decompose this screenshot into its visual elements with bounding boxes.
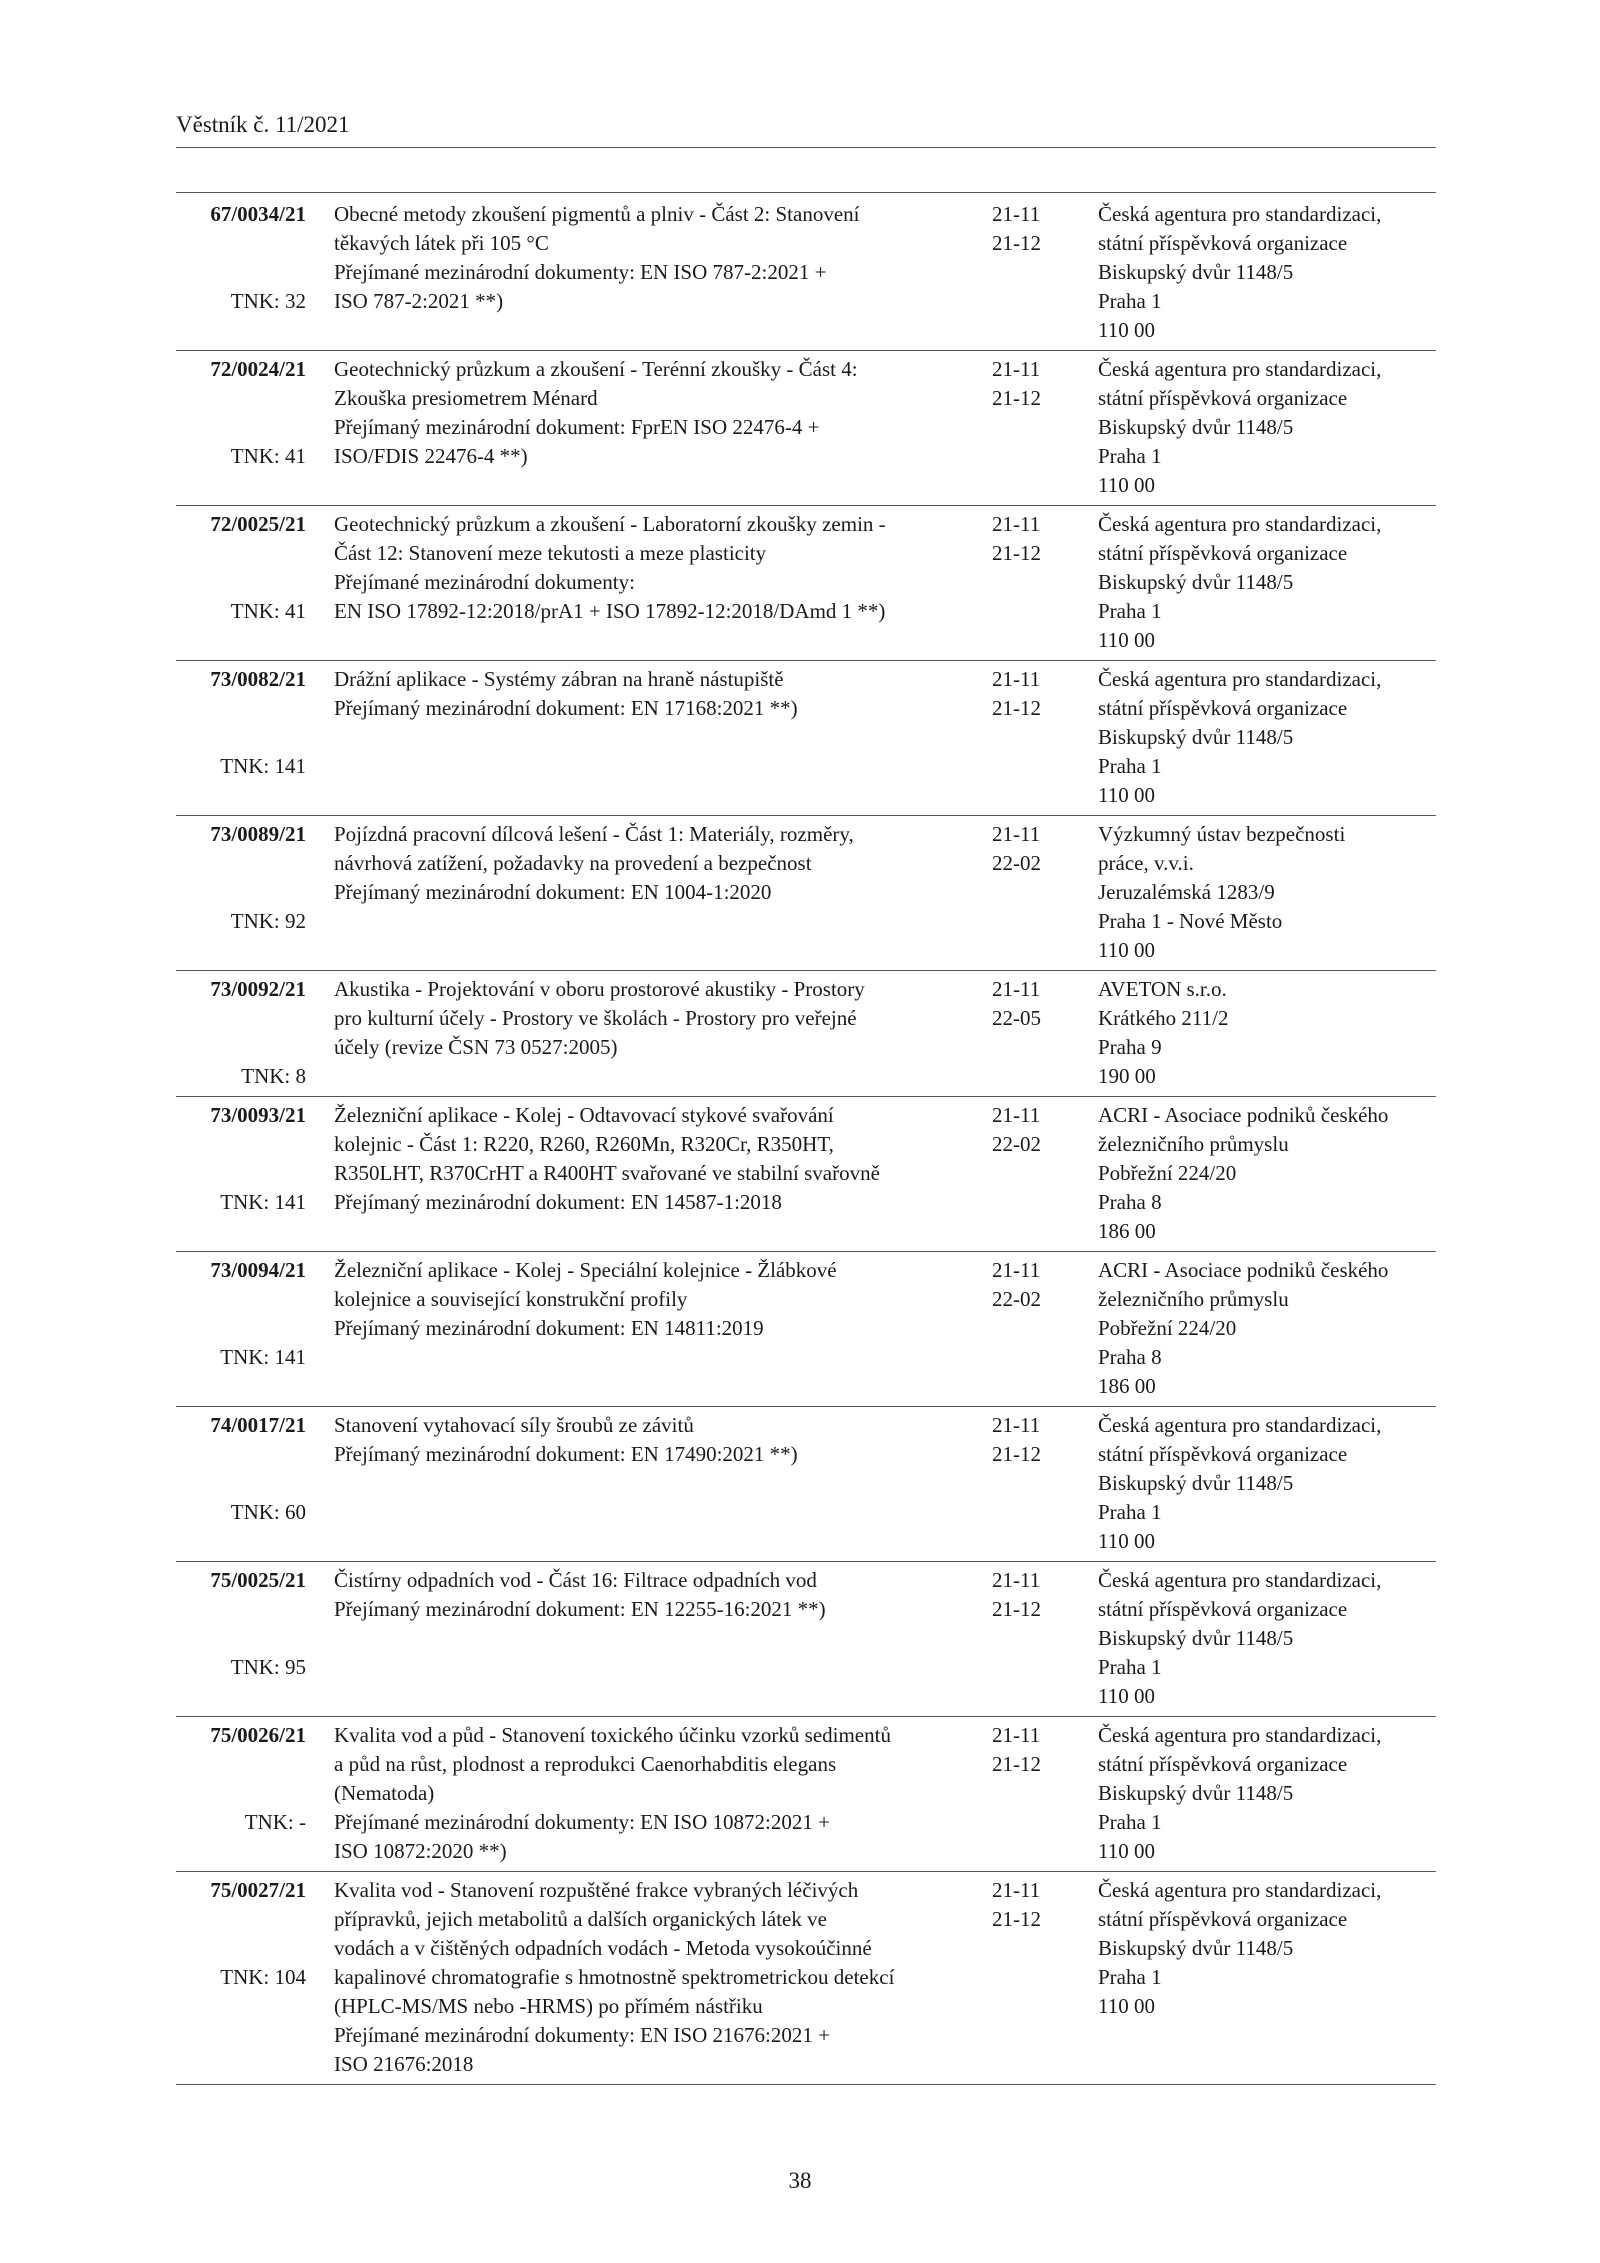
address-line: 110 00 (1098, 783, 1155, 807)
table-row (176, 971, 1436, 1097)
header-rule (176, 147, 1436, 148)
date-line: 21-11 (992, 202, 1041, 226)
address-line: 110 00 (1098, 1994, 1155, 2018)
description-line: Přejímaný mezinárodní dokument: EN 1004-1:2020 (334, 880, 772, 904)
address-line: státní příspěvková organizace (1098, 1597, 1348, 1621)
row-id-cell (176, 1876, 306, 2079)
address-line: 110 00 (1098, 473, 1155, 497)
table-row (176, 1407, 1436, 1562)
description-line: Přejímaný mezinárodní dokument: EN 12255-16:2021 **) (334, 1597, 826, 1621)
description-line: Přejímaný mezinárodní dokument: EN 17490:2021 **) (334, 1442, 798, 1466)
address-line: Praha 1 (1098, 1810, 1162, 1834)
standard-number: 74/0017/21 (210, 1413, 306, 1437)
address-line: státní příspěvková organizace (1098, 231, 1348, 255)
standards-table (176, 196, 1436, 2085)
description-line: těkavých látek při 105 °C (334, 231, 549, 255)
address-cell (1098, 510, 1443, 655)
standard-number: 75/0026/21 (210, 1723, 306, 1747)
row-id-cell (176, 510, 306, 655)
address-line: železničního průmyslu (1098, 1287, 1289, 1311)
address-line: Biskupský dvůr 1148/5 (1098, 570, 1294, 594)
description-line: Část 12: Stanovení meze tekutosti a meze plasticity (334, 541, 767, 565)
dates-cell (992, 1566, 1062, 1624)
description-line: Přejímané mezinárodní dokumenty: EN ISO 10872:2021 + (334, 1810, 830, 1834)
address-line: 110 00 (1098, 318, 1155, 342)
table-row (176, 1562, 1436, 1717)
description-line: Přejímaný mezinárodní dokument: EN 14811:2019 (334, 1316, 764, 1340)
description-cell (334, 665, 974, 723)
address-line: Praha 8 (1098, 1190, 1162, 1214)
tnk-label: TNK: 41 (230, 444, 306, 468)
address-line: Česká agentura pro standardizaci, (1098, 1878, 1382, 1902)
address-line: Praha 1 (1098, 289, 1162, 313)
dates-cell (992, 200, 1062, 258)
description-line: Kvalita vod - Stanovení rozpuštěné frakce vybraných léčivých (334, 1878, 859, 1902)
description-line: kolejnice a související konstrukční profily (334, 1287, 688, 1311)
date-line: 22-05 (992, 1006, 1041, 1030)
dates-cell (992, 665, 1062, 723)
address-cell (1098, 975, 1443, 1091)
address-line: státní příspěvková organizace (1098, 386, 1348, 410)
address-line: 110 00 (1098, 1529, 1155, 1553)
description-line: ISO/FDIS 22476-4 **) (334, 444, 528, 468)
description-line: návrhová zatížení, požadavky na provedení a bezpečnost (334, 851, 812, 875)
address-line: Krátkého 211/2 (1098, 1006, 1229, 1030)
description-line: Drážní aplikace - Systémy zábran na hraně nástupiště (334, 667, 784, 691)
description-cell (334, 1256, 974, 1343)
description-line: kolejnic - Část 1: R220, R260, R260Mn, R320Cr, R350HT, (334, 1132, 834, 1156)
description-line: Přejímané mezinárodní dokumenty: (334, 570, 635, 594)
address-line: státní příspěvková organizace (1098, 696, 1348, 720)
address-cell (1098, 665, 1443, 810)
address-line: Česká agentura pro standardizaci, (1098, 357, 1382, 381)
row-id-cell (176, 1566, 306, 1711)
row-id-cell (176, 355, 306, 500)
description-cell (334, 820, 974, 907)
table-row (176, 816, 1436, 971)
tnk-label: TNK: 32 (230, 289, 306, 313)
date-line: 21-11 (992, 1258, 1041, 1282)
tnk-label: TNK: 41 (230, 599, 306, 623)
date-line: 21-11 (992, 1103, 1041, 1127)
description-line: Akustika - Projektování v oboru prostorové akustiky - Prostory (334, 977, 865, 1001)
description-line: Přejímaný mezinárodní dokument: EN 14587-1:2018 (334, 1190, 782, 1214)
row-id-cell (176, 665, 306, 810)
description-line: R350LHT, R370CrHT a R400HT svařované ve stabilní svařovně (334, 1161, 880, 1185)
standard-number: 73/0092/21 (210, 977, 306, 1001)
date-line: 21-11 (992, 1878, 1041, 1902)
description-cell (334, 1721, 974, 1866)
description-line: a půd na růst, plodnost a reprodukci Caenorhabditis elegans (334, 1752, 837, 1776)
description-line: účely (revize ČSN 73 0527:2005) (334, 1035, 618, 1059)
description-cell (334, 1411, 974, 1469)
address-line: Česká agentura pro standardizaci, (1098, 667, 1382, 691)
date-line: 21-12 (992, 231, 1041, 255)
address-line: Biskupský dvůr 1148/5 (1098, 260, 1294, 284)
dates-cell (992, 1876, 1062, 1934)
table-row (176, 1872, 1436, 2085)
address-line: Praha 1 (1098, 754, 1162, 778)
description-line: Přejímané mezinárodní dokumenty: EN ISO 787-2:2021 + (334, 260, 827, 284)
description-line: Přejímané mezinárodní dokumenty: EN ISO 21676:2021 + (334, 2023, 830, 2047)
tnk-label: TNK: 141 (220, 1345, 306, 1369)
table-row (176, 351, 1436, 506)
date-line: 21-12 (992, 541, 1041, 565)
address-line: Biskupský dvůr 1148/5 (1098, 1781, 1294, 1805)
address-line: státní příspěvková organizace (1098, 1442, 1348, 1466)
address-line: Praha 1 (1098, 1500, 1162, 1524)
address-line: ACRI - Asociace podniků českého (1098, 1258, 1389, 1282)
description-cell (334, 355, 974, 471)
date-line: 21-11 (992, 667, 1041, 691)
standard-number: 75/0027/21 (210, 1878, 306, 1902)
tnk-label: TNK: 104 (220, 1965, 306, 1989)
tnk-label: TNK: 141 (220, 1190, 306, 1214)
table-row (176, 1252, 1436, 1407)
page-number: 38 (788, 2168, 812, 2193)
date-line: 21-12 (992, 1442, 1041, 1466)
tnk-label: TNK: 60 (230, 1500, 306, 1524)
address-line: Praha 1 (1098, 1965, 1162, 1989)
table-row (176, 196, 1436, 351)
row-id-cell (176, 1721, 306, 1866)
description-cell (334, 200, 974, 316)
description-line: Železniční aplikace - Kolej - Odtavovací stykové svařování (334, 1103, 834, 1127)
description-cell (334, 510, 974, 626)
standard-number: 73/0082/21 (210, 667, 306, 691)
tnk-label: TNK: - (244, 1810, 306, 1834)
address-line: Praha 1 (1098, 444, 1162, 468)
description-cell (334, 1876, 974, 2079)
tnk-label: TNK: 141 (220, 754, 306, 778)
date-line: 21-12 (992, 1752, 1041, 1776)
table-row (176, 661, 1436, 816)
address-line: Biskupský dvůr 1148/5 (1098, 1471, 1294, 1495)
description-line: Geotechnický průzkum a zkoušení - Laboratorní zkoušky zemin - (334, 512, 886, 536)
date-line: 21-11 (992, 1723, 1041, 1747)
address-line: Česká agentura pro standardizaci, (1098, 512, 1382, 536)
row-id-cell (176, 1256, 306, 1401)
address-cell (1098, 1876, 1443, 2021)
table-row (176, 1717, 1436, 1872)
date-line: 21-11 (992, 512, 1041, 536)
description-line: Přejímaný mezinárodní dokument: FprEN ISO 22476-4 + (334, 415, 820, 439)
address-line: Česká agentura pro standardizaci, (1098, 1413, 1382, 1437)
dates-cell (992, 355, 1062, 413)
description-line: pro kulturní účely - Prostory ve školách - Prostory pro veřejné (334, 1006, 857, 1030)
address-line: Česká agentura pro standardizaci, (1098, 202, 1382, 226)
address-line: Praha 1 (1098, 1655, 1162, 1679)
address-line: 110 00 (1098, 938, 1155, 962)
address-cell (1098, 355, 1443, 500)
description-line: Stanovení vytahovací síly šroubů ze závitů (334, 1413, 694, 1437)
table-top-rule (176, 192, 1436, 193)
address-line: Pobřežní 224/20 (1098, 1316, 1237, 1340)
date-line: 22-02 (992, 1287, 1041, 1311)
standard-number: 72/0025/21 (210, 512, 306, 536)
description-line: ISO 10872:2020 **) (334, 1839, 507, 1863)
address-line: Praha 1 - Nové Město (1098, 909, 1283, 933)
description-cell (334, 1566, 974, 1624)
description-line: vodách a v čištěných odpadních vodách - Metoda vysokoúčinné (334, 1936, 872, 1960)
address-line: Praha 9 (1098, 1035, 1162, 1059)
row-id-cell (176, 975, 306, 1091)
address-line: Pobřežní 224/20 (1098, 1161, 1237, 1185)
address-cell (1098, 1721, 1443, 1866)
date-line: 22-02 (992, 1132, 1041, 1156)
date-line: 21-11 (992, 822, 1041, 846)
address-line: Česká agentura pro standardizaci, (1098, 1723, 1382, 1747)
tnk-label: TNK: 8 (241, 1064, 306, 1088)
address-line: ACRI - Asociace podniků českého (1098, 1103, 1389, 1127)
description-line: ISO 787-2:2021 **) (334, 289, 504, 313)
description-line: Kvalita vod a půd - Stanovení toxického účinku vzorků sedimentů (334, 1723, 891, 1747)
date-line: 21-11 (992, 977, 1041, 1001)
address-line: státní příspěvková organizace (1098, 541, 1348, 565)
page-header: Věstník č. 11/2021 (176, 112, 350, 137)
row-id-cell (176, 200, 306, 345)
description-line: (HPLC-MS/MS nebo -HRMS) po přímém nástřiku (334, 1994, 763, 2018)
standard-number: 73/0093/21 (210, 1103, 306, 1127)
address-cell (1098, 1101, 1443, 1246)
address-line: 186 00 (1098, 1219, 1156, 1243)
address-line: Jeruzalémská 1283/9 (1098, 880, 1275, 904)
standard-number: 73/0089/21 (210, 822, 306, 846)
description-line: přípravků, jejich metabolitů a dalších organických látek ve (334, 1907, 827, 1931)
dates-cell (992, 975, 1062, 1033)
tnk-label: TNK: 92 (230, 909, 306, 933)
dates-cell (992, 1256, 1062, 1314)
address-line: 110 00 (1098, 1839, 1155, 1863)
address-line: státní příspěvková organizace (1098, 1907, 1348, 1931)
description-line: kapalinové chromatografie s hmotnostně spektrometrickou detekcí (334, 1965, 895, 1989)
standard-number: 72/0024/21 (210, 357, 306, 381)
description-cell (334, 1101, 974, 1217)
address-cell (1098, 1256, 1443, 1401)
description-line: Železniční aplikace - Kolej - Speciální kolejnice - Žlábkové (334, 1258, 837, 1282)
tnk-label: TNK: 95 (230, 1655, 306, 1679)
address-line: práce, v.v.i. (1098, 851, 1194, 875)
address-line: Biskupský dvůr 1148/5 (1098, 725, 1294, 749)
address-line: AVETON s.r.o. (1098, 977, 1227, 1001)
address-line: Biskupský dvůr 1148/5 (1098, 1936, 1294, 1960)
table-row (176, 506, 1436, 661)
description-cell (334, 975, 974, 1062)
address-cell (1098, 820, 1443, 965)
description-line: Přejímaný mezinárodní dokument: EN 17168:2021 **) (334, 696, 798, 720)
standard-number: 73/0094/21 (210, 1258, 306, 1282)
table-row (176, 1097, 1436, 1252)
address-line: Biskupský dvůr 1148/5 (1098, 415, 1294, 439)
dates-cell (992, 820, 1062, 878)
address-line: Česká agentura pro standardizaci, (1098, 1568, 1382, 1592)
address-line: Biskupský dvůr 1148/5 (1098, 1626, 1294, 1650)
date-line: 21-11 (992, 357, 1041, 381)
dates-cell (992, 1411, 1062, 1469)
description-line: (Nematoda) (334, 1781, 435, 1805)
address-line: 190 00 (1098, 1064, 1156, 1088)
row-id-cell (176, 820, 306, 965)
date-line: 21-12 (992, 1597, 1041, 1621)
address-line: Praha 8 (1098, 1345, 1162, 1369)
description-line: Geotechnický průzkum a zkoušení - Terénní zkoušky - Část 4: (334, 357, 858, 381)
address-line: Výzkumný ústav bezpečnosti (1098, 822, 1346, 846)
dates-cell (992, 1101, 1062, 1159)
address-line: 110 00 (1098, 1684, 1155, 1708)
date-line: 21-12 (992, 386, 1041, 410)
standard-number: 67/0034/21 (210, 202, 306, 226)
description-line: Pojízdná pracovní dílcová lešení - Část 1: Materiály, rozměry, (334, 822, 854, 846)
address-line: Praha 1 (1098, 599, 1162, 623)
date-line: 21-12 (992, 1907, 1041, 1931)
date-line: 22-02 (992, 851, 1041, 875)
address-cell (1098, 1411, 1443, 1556)
address-line: státní příspěvková organizace (1098, 1752, 1348, 1776)
description-line: Zkouška presiometrem Ménard (334, 386, 598, 410)
address-cell (1098, 200, 1443, 345)
address-line: 186 00 (1098, 1374, 1156, 1398)
dates-cell (992, 510, 1062, 568)
date-line: 21-12 (992, 696, 1041, 720)
row-id-cell (176, 1411, 306, 1556)
standard-number: 75/0025/21 (210, 1568, 306, 1592)
date-line: 21-11 (992, 1568, 1041, 1592)
row-id-cell (176, 1101, 306, 1246)
description-line: ISO 21676:2018 (334, 2052, 474, 2076)
address-line: 110 00 (1098, 628, 1155, 652)
address-cell (1098, 1566, 1443, 1711)
dates-cell (992, 1721, 1062, 1779)
description-line: Obecné metody zkoušení pigmentů a plniv - Část 2: Stanovení (334, 202, 860, 226)
description-line: Čistírny odpadních vod - Část 16: Filtrace odpadních vod (334, 1568, 817, 1592)
address-line: železničního průmyslu (1098, 1132, 1289, 1156)
description-line: EN ISO 17892-12:2018/prA1 + ISO 17892-12:2018/DAmd 1 **) (334, 599, 886, 623)
date-line: 21-11 (992, 1413, 1041, 1437)
